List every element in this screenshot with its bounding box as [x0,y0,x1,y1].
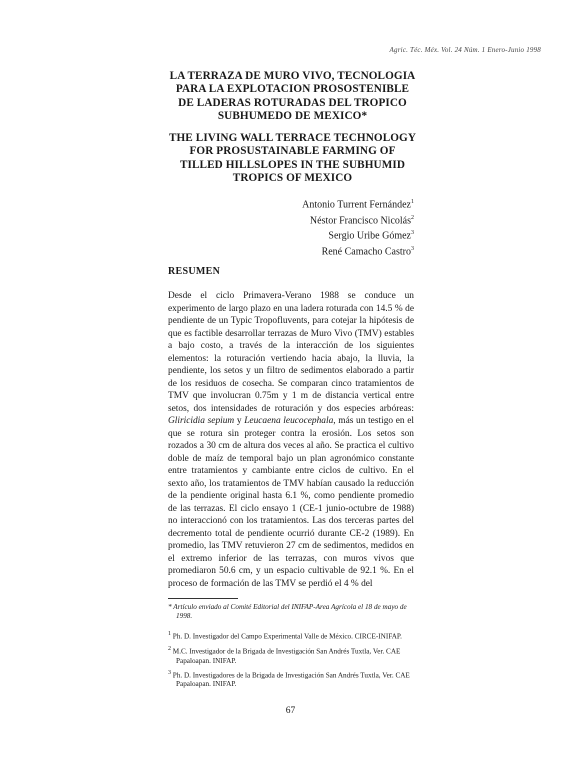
title-english [160,132,425,185]
author [302,227,414,243]
author-list [302,196,414,259]
footnote [168,630,414,642]
footnote-mark: 3 [168,669,171,676]
author-mark: 3 [411,246,414,253]
species-name: Leucaena leucocephala [244,416,334,426]
footnote [168,603,414,621]
title-es-line: PARA LA EXPLOTACION PROSOSTENIBLE [175,83,410,96]
abstract-text: Desde el ciclo Primavera-Verano 1988 se conduce un experimento de largo plazo en una ladera roturada con 14.5 % de pendiente de un Typic Tropofluvents, para cotejar la hipótesis de que es factible desarrollar terrazas de Muro Vivo (TMV) estables a bajo costo, a través de la interacción de los siguientes elementos: la roturación vertiendo hacia abajo, la lluvia, la pendiente, los setos y un filtro de sedimentos elaborado a partir de los residuos de cosecha. Se comparan cinco tratamientos de TMV que involucran 0.75m y 1 m de distancia vertical entre setos, dos intensidades de roturación y dos especies arbóreas: [168,291,414,414]
section-heading-resumen: RESUMEN [168,266,221,277]
footnote [168,669,414,690]
author-name: Néstor Francisco Nicolás [309,215,411,227]
footnote-divider [168,598,238,599]
species-name: Gliricidia sepium [168,416,235,426]
title-spanish [160,70,425,123]
abstract-text: y [236,416,242,426]
journal-header: Agric. Téc. Méx. Vol. 24 Núm. 1 Enero-Junio 1998 [389,46,541,54]
title-es-line: LA TERRAZA DE MURO VIVO, TECNOLOGIA [169,70,416,82]
author [302,212,414,228]
author-name: Antonio Turrent Fernández [302,199,411,211]
footnotes [168,603,414,693]
title-es-line: SUBHUMEDO DE MEXICO* [217,109,368,122]
title-en-line: FOR PROSUSTAINABLE FARMING OF [189,145,396,158]
title-es-line: DE LADERAS ROTURADAS DEL TROPICO [178,96,407,109]
footnote-mark: 1 [168,631,171,638]
footnote-text: Ph. D. Investigador del Campo Experimental Valle de México. CIRCE-INIFAP. [172,632,402,641]
author-mark: 1 [411,199,414,205]
title-en-line: THE LIVING WALL TERRACE TECHNOLOGY [168,132,417,144]
footnote-text: Ph. D. Investigadores de la Brigada de Investigación San Andrés Tuxtla, Ver. CAE Papaloapan. INIFAP. [172,671,410,689]
footnote-text: Artículo enviado al Comité Editorial del INIFAP-Area Agrícola el 18 de mayo de 1998. [173,603,407,621]
author [302,243,414,259]
author-mark: 3 [411,230,414,237]
footnote-mark: * [168,603,172,611]
abstract-body [168,290,414,590]
title-en-line: TROPICS OF MEXICO [232,171,353,184]
author-name: René Camacho Castro [321,246,411,258]
footnote-text: M.C. Investigador de la Brigada de Investigación San Andrés Tuxtla, Ver. CAE Papaloapan. INIFAP. [172,647,401,665]
footnote-mark: 2 [168,646,171,652]
page-number: 67 [285,706,296,716]
author [302,196,414,212]
author-name: Sergio Uribe Gómez [328,230,411,242]
author-mark: 2 [411,214,414,221]
title-en-line: TILLED HILLSLOPES IN THE SUBHUMID [179,158,406,171]
abstract-text: , más un testigo en el que se rotura sin proteger contra la erosión. Los setos son rozados a 30 cm de altura dos veces al año. Se practica el cultivo doble de maíz de temporal bajo un plan agronómico constante entre tratamientos y cambiante entre ciclos de cultivo. En el sexto año, los tratamientos de TMV habían causado la reducción de la pendiente original hasta 6.1 %, como pendiente promedio de las terrazas. El ciclo ensayo 1 (CE-1 junio-octubre de 1988) no interaccionó con los tratamientos. Las dos terceras partes del decremento total de pendiente ocurrió durante CE-2 (1989). En promedio, las TMV retuvieron 27 cm de sedimentos, medidos en el extremo inferior de las terrazas, con muros vivos que promediaron 50.6 cm, y un espacio cultivable de 92.1 %. En el proceso de formación de las TMV se perdió el 4 % del [168,416,415,589]
footnote [168,645,414,666]
